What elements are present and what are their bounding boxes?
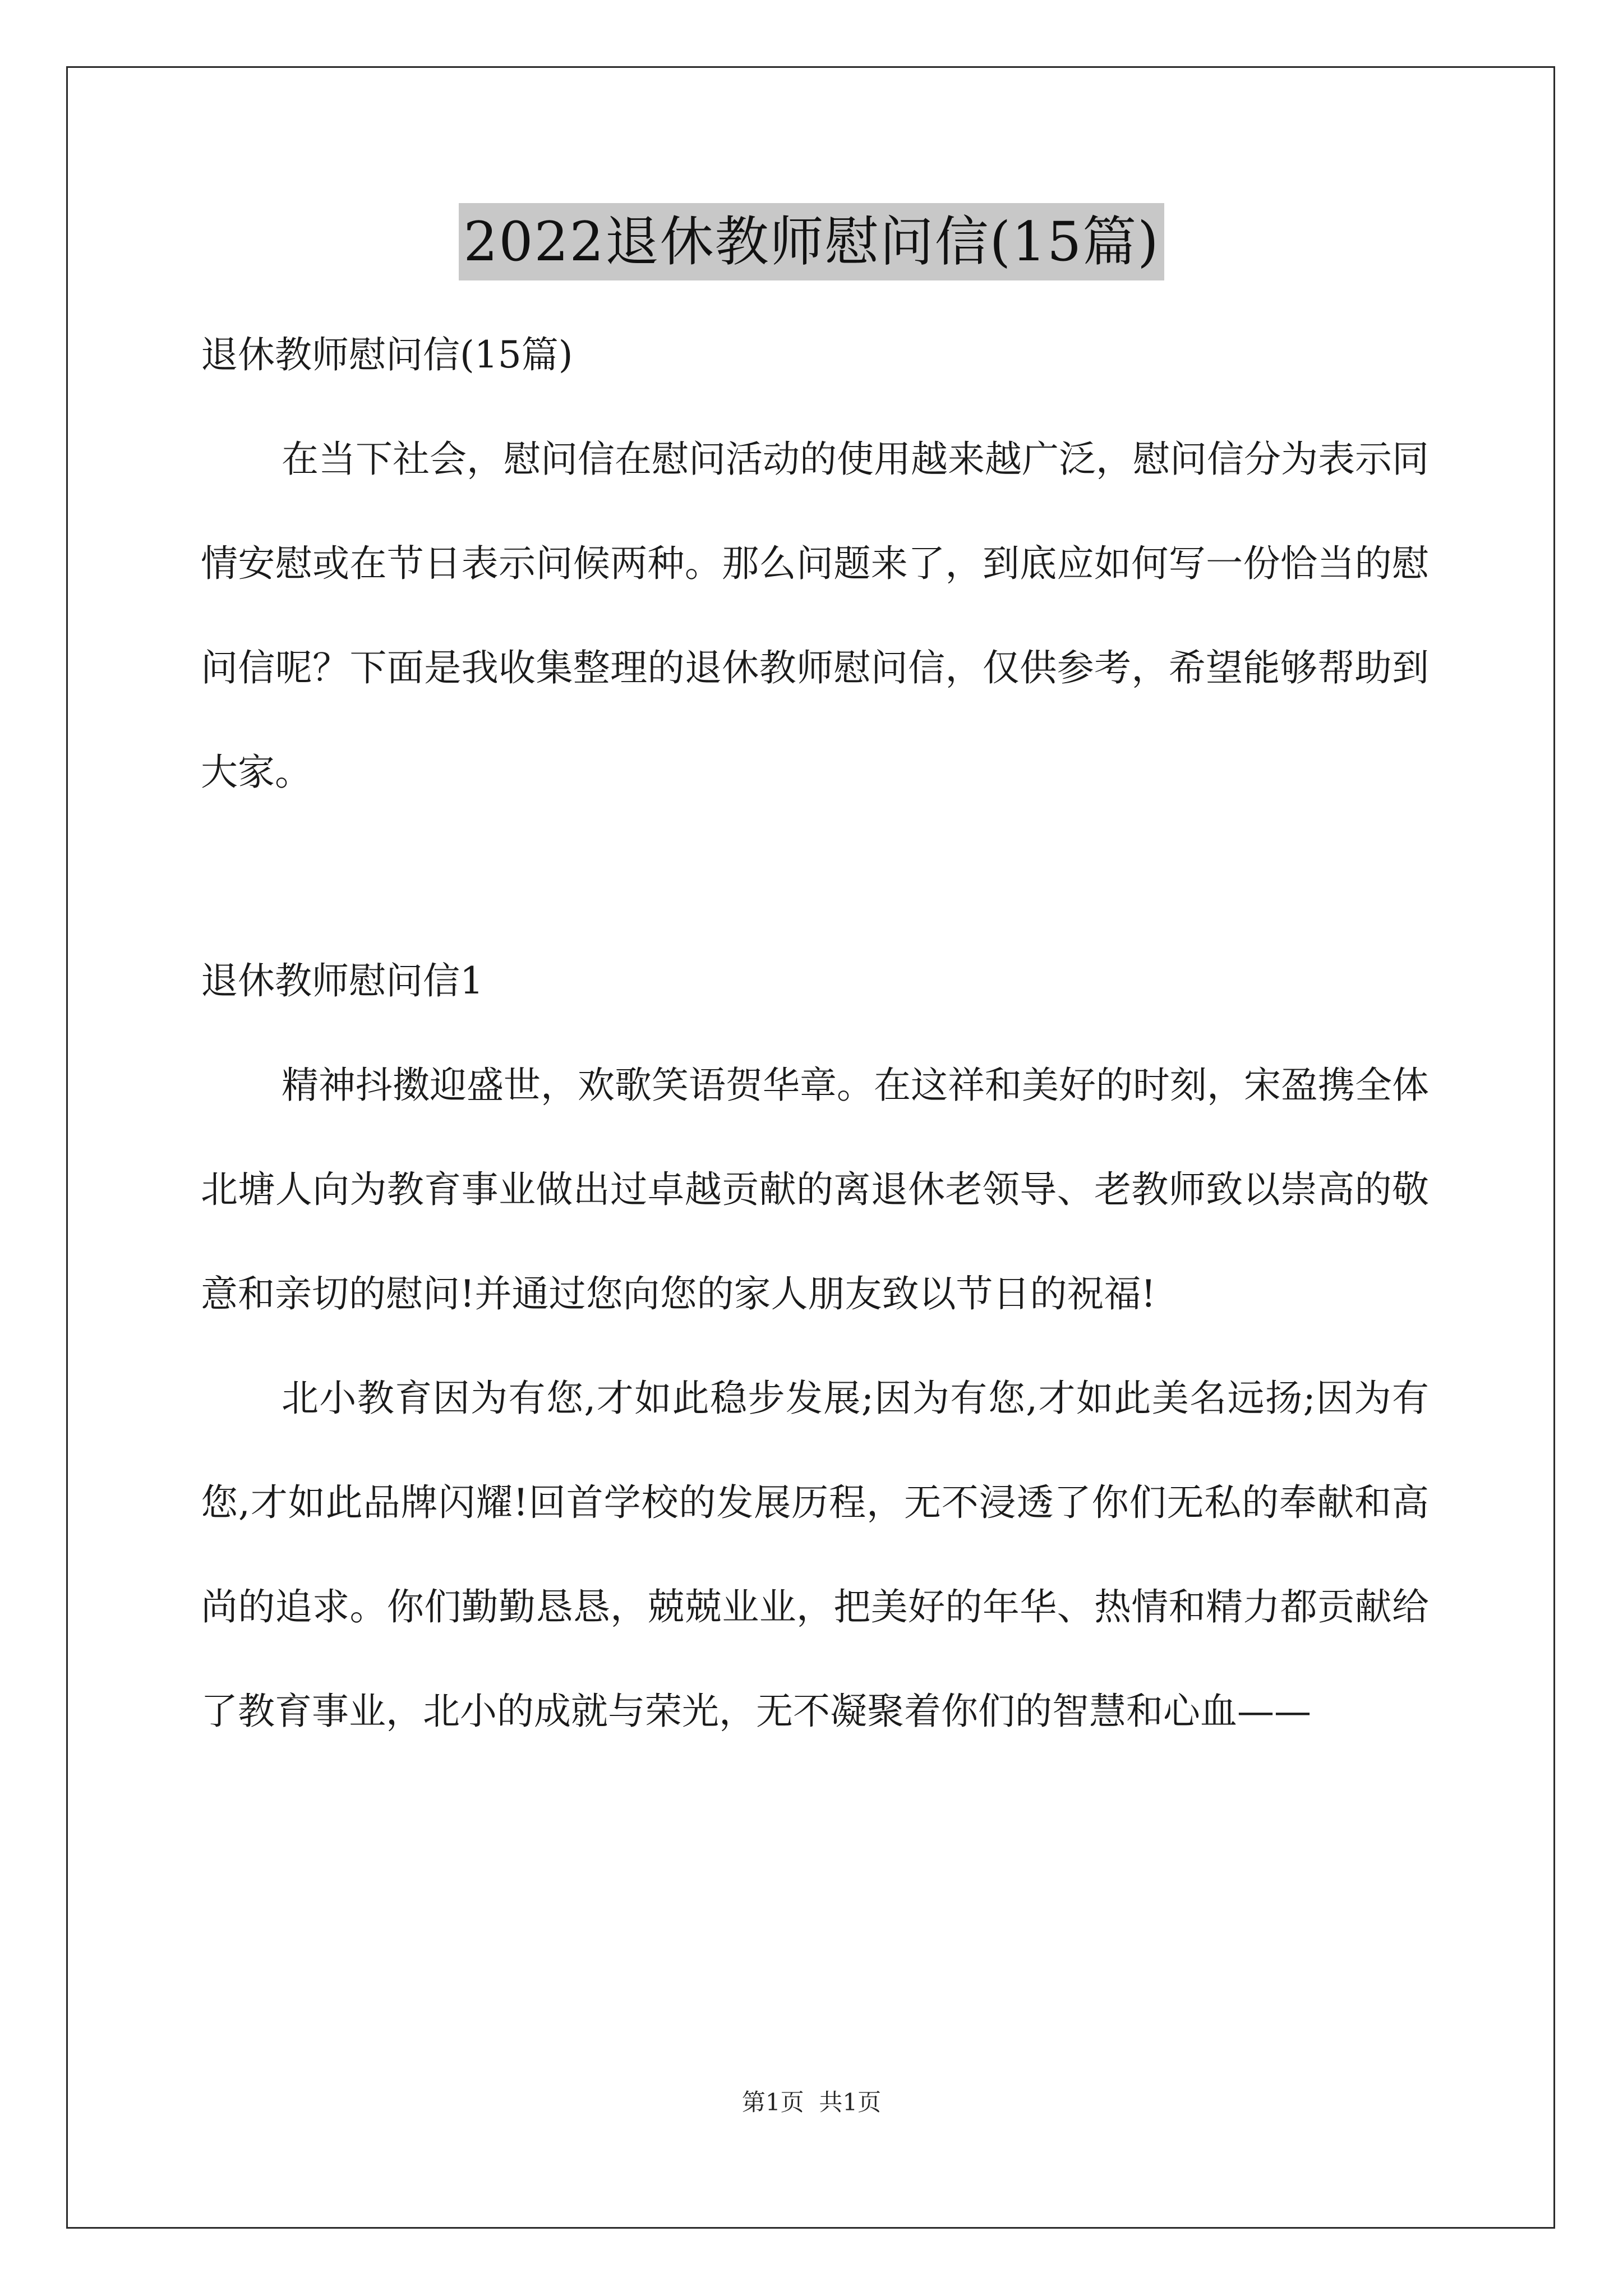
paragraph-gap [201,825,1429,929]
document-body [201,303,1429,1764]
intro-paragraph: 在当下社会，慰问信在慰问活动的使用越来越广泛，慰问信分为表示同情安慰或在节日表示问候两种。那么问题来了，到底应如何写一份恰当的慰问信呢？下面是我收集整理的退休教师慰问信，仅供参考，希望能够帮助到大家。 [201,438,1429,794]
section-paragraph-1: 精神抖擞迎盛世，欢歌笑语贺华章。在这祥和美好的时刻，宋盈携全体北塘人向为教育事业做出过卓越贡献的离退休老领导、老教师致以崇高的敬意和亲切的慰问!并通过您向您的家人朋友致以节日的祝福! [201,1064,1429,1315]
page-footer [0,2086,1623,2119]
section-paragraph-2: 北小教育因为有您,才如此稳步发展;因为有您,才如此美名远扬;因为有您,才如此品牌闪耀!回首学校的发展历程，无不浸透了你们无私的奉献和高尚的追求。你们勤勤恳恳，兢兢业业，把美好的年华、热情和精力都贡献给了教育事业，北小的成就与荣光，无不凝聚着你们的智慧和心血—— [201,1377,1429,1733]
page-number: 第1页 共1页 [741,2088,882,2116]
section-heading: 退休教师慰问信1 [201,959,483,1002]
intro-heading: 退休教师慰问信(15篇) [201,333,573,376]
title-container [0,203,1623,280]
document-title: 2022退休教师慰问信(15篇) [459,203,1164,280]
